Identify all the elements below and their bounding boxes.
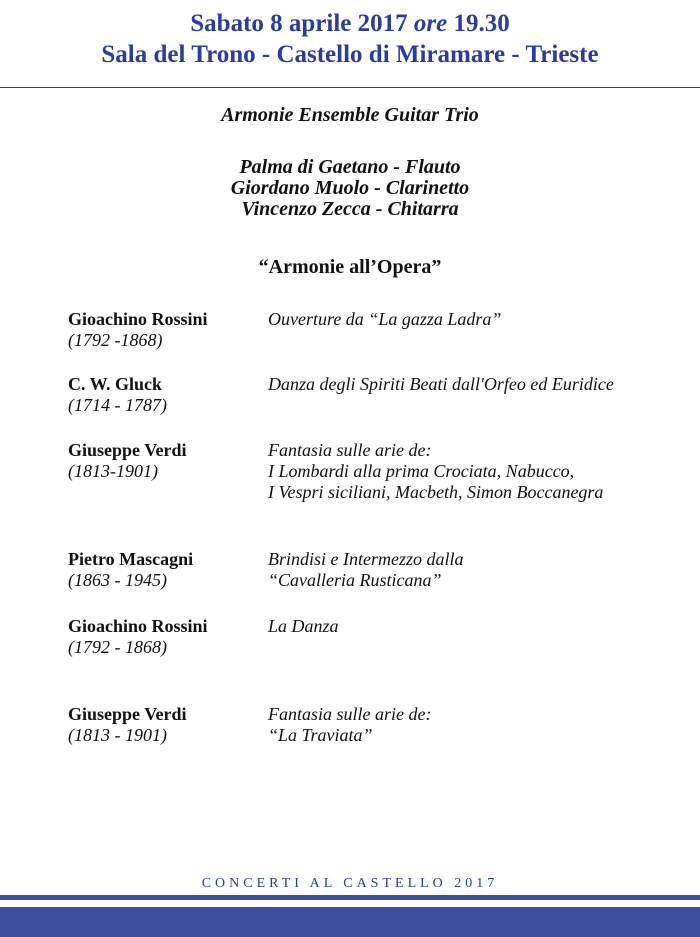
event-date-line	[0, 8, 700, 39]
composer-dates: (1813 - 1901)	[68, 725, 167, 745]
event-date: Sabato 8 aprile 2017	[190, 10, 408, 37]
work-line: Fantasia sulle arie de:	[268, 704, 432, 724]
event-header	[0, 8, 700, 70]
header-divider	[0, 87, 700, 88]
performer: Giordano Muolo - Clarinetto	[230, 177, 470, 199]
performer: Vincenzo Zecca - Chitarra	[241, 198, 459, 220]
composer-dates: (1792 - 1868)	[68, 637, 167, 657]
composer-dates: (1792 -1868)	[68, 330, 163, 350]
work-line: “La Traviata”	[268, 725, 373, 745]
footer-series-title: CONCERTI AL CASTELLO 2017	[201, 876, 499, 891]
composer-dates: (1714 - 1787)	[68, 395, 167, 415]
work-line: I Vespri siciliani, Macbeth, Simon Boccanegra	[268, 482, 604, 502]
composer-name: C. W. Gluck	[68, 374, 163, 394]
composer-name: Pietro Mascagni	[68, 549, 194, 569]
work-title	[268, 616, 339, 637]
composer-name: Gioachino Rossini	[68, 616, 208, 636]
composer-dates: (1813-1901)	[68, 461, 158, 481]
composer-name: Gioachino Rossini	[68, 309, 208, 329]
ensemble-name: Armonie Ensemble Guitar Trio	[221, 104, 479, 126]
work-line: I Lombardi alla prima Crociata, Nabucco,	[268, 461, 575, 481]
concert-title: “Armonie all’Opera”	[258, 256, 442, 278]
work-title	[268, 309, 501, 330]
performer: Palma di Gaetano - Flauto	[239, 156, 461, 178]
ore-label: ore	[413, 10, 448, 37]
work-line: Danza degli Spiriti Beati dall'Orfeo ed Euridice	[268, 374, 614, 394]
work-title	[268, 374, 614, 395]
composer-name: Giuseppe Verdi	[68, 704, 187, 724]
performers-list	[0, 157, 700, 220]
work-line: Brindisi e Intermezzo dalla	[268, 549, 464, 569]
composer-dates: (1863 - 1945)	[68, 570, 167, 590]
event-venue: Sala del Trono - Castello di Miramare - Trieste	[101, 41, 599, 68]
event-time: 19.30	[453, 10, 510, 37]
composer-name: Giuseppe Verdi	[68, 440, 187, 460]
work-line: Ouverture da “La gazza Ladra”	[268, 309, 502, 329]
work-title	[268, 549, 464, 591]
footer-band	[0, 907, 700, 937]
work-line: Fantasia sulle arie de:	[268, 440, 432, 460]
work-line: La Danza	[268, 616, 339, 636]
work-line: “Cavalleria Rusticana”	[268, 570, 442, 590]
footer-divider	[0, 895, 700, 900]
work-title	[268, 440, 603, 503]
work-title	[268, 704, 431, 746]
